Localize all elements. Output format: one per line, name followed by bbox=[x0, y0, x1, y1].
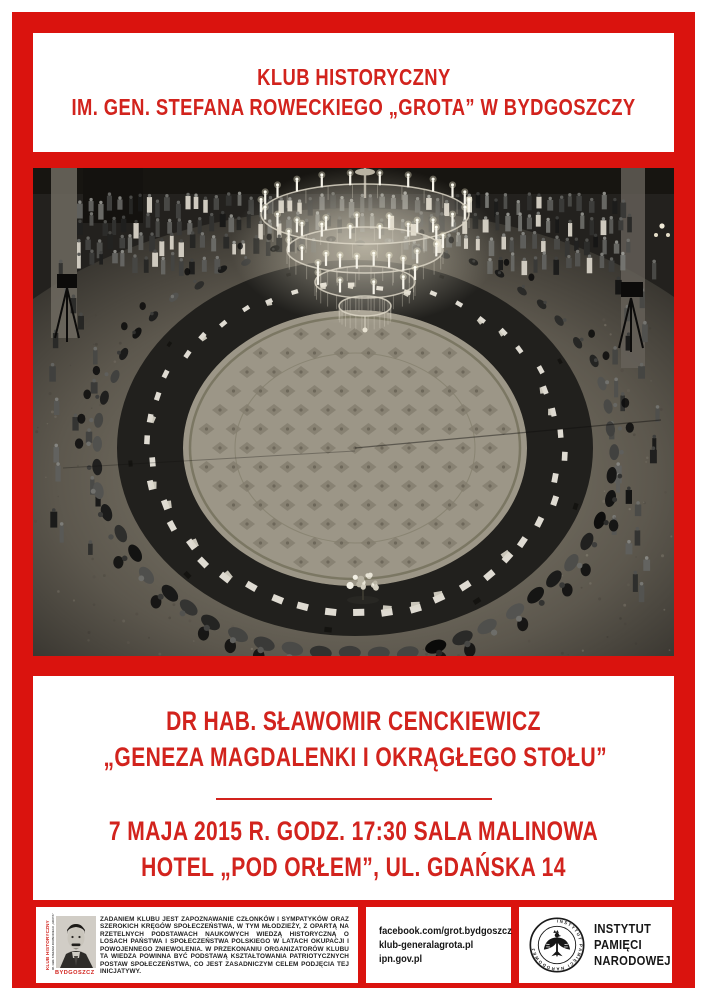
red-band-top bbox=[33, 152, 674, 168]
club-logo-city: BYDGOSZCZ bbox=[55, 970, 95, 976]
links-panel bbox=[366, 907, 511, 983]
club-mission-text: ZADANIEM KLUBU JEST ZAPOZNAWANIE CZŁONKÓW I SYMPATYKÓW ORAZ SZEROKICH KRĘGÓW SPOŁECZEŃSTWA, W TYM MŁODZIEŻY, Z OPARTĄ NA RZETELNYCH PODSTAWACH NAUKOWYCH WIEDZĄ HISTORYCZNĄ O LOSACH PAŃSTWA I SPOŁECZEŃSTWA POLSKIEGO W LATACH OKUPACJI I POWOJENNEGO ZNIEWOLENIA. W PRZEKONANIU ORGANIZATORÓW KLUBU TA WIEDZA POWINNA BYĆ PODSTAWĄ KSZTAŁTOWANIA PATRIOTYCZNYCH POSTAW SPOŁECZEŃSTWA, CO JEST ZASADNICZYM CELEM PODJĘCIA TEJ INICJATYWY. bbox=[100, 916, 349, 976]
footer-link-facebook: facebook.com/grot.bydgoszcz bbox=[379, 925, 512, 937]
ipn-name bbox=[594, 921, 671, 969]
ipn-name-line1: INSTYTUT bbox=[594, 922, 652, 936]
event-speaker: DR HAB. SŁAWOMIR CENCKIEWICZ bbox=[166, 706, 541, 736]
club-logo-vertical-subtitle: IM. GEN. STEFANA ROWECKIEGO „GROTA” bbox=[52, 913, 55, 970]
round-table-photo bbox=[33, 168, 674, 656]
club-name-line2: IM. GEN. STEFANA ROWECKIEGO „GROTA” W BYDGOSZCZY bbox=[71, 94, 636, 120]
ipn-name-line3: NARODOWEJ bbox=[594, 954, 671, 968]
club-name-line1: KLUB HISTORYCZNY bbox=[256, 64, 451, 90]
ipn-name-line2: PAMIĘCI bbox=[594, 938, 642, 952]
ipn-panel bbox=[519, 907, 672, 983]
club-logo-vertical-title: KLUB HISTORYCZNY bbox=[45, 920, 50, 970]
club-info-panel bbox=[36, 907, 358, 983]
footer-link-ipn-site: ipn.gov.pl bbox=[379, 953, 423, 965]
rowecki-portrait-image bbox=[56, 916, 96, 968]
ipn-seal-icon bbox=[528, 916, 586, 974]
club-logo bbox=[42, 912, 100, 979]
event-venue: HOTEL „POD ORŁEM”, UL. GDAŃSKA 14 bbox=[141, 852, 566, 882]
header-club-name bbox=[33, 33, 674, 152]
event-details bbox=[33, 676, 674, 900]
ipn-seal-text: INSTYTUT PAMIĘCI NARODOWEJ bbox=[530, 918, 584, 972]
round-table-photo-graphic bbox=[33, 168, 674, 656]
divider-line bbox=[216, 798, 492, 800]
footer-link-club-site: klub-generalagrota.pl bbox=[379, 939, 474, 951]
red-band-bottom bbox=[33, 656, 674, 676]
event-topic: „GENEZA MAGDALENKI I OKRĄGŁEGO STOŁU” bbox=[103, 742, 608, 772]
event-datetime: 7 MAJA 2015 R. GODZ. 17:30 SALA MALINOWA bbox=[108, 816, 599, 846]
